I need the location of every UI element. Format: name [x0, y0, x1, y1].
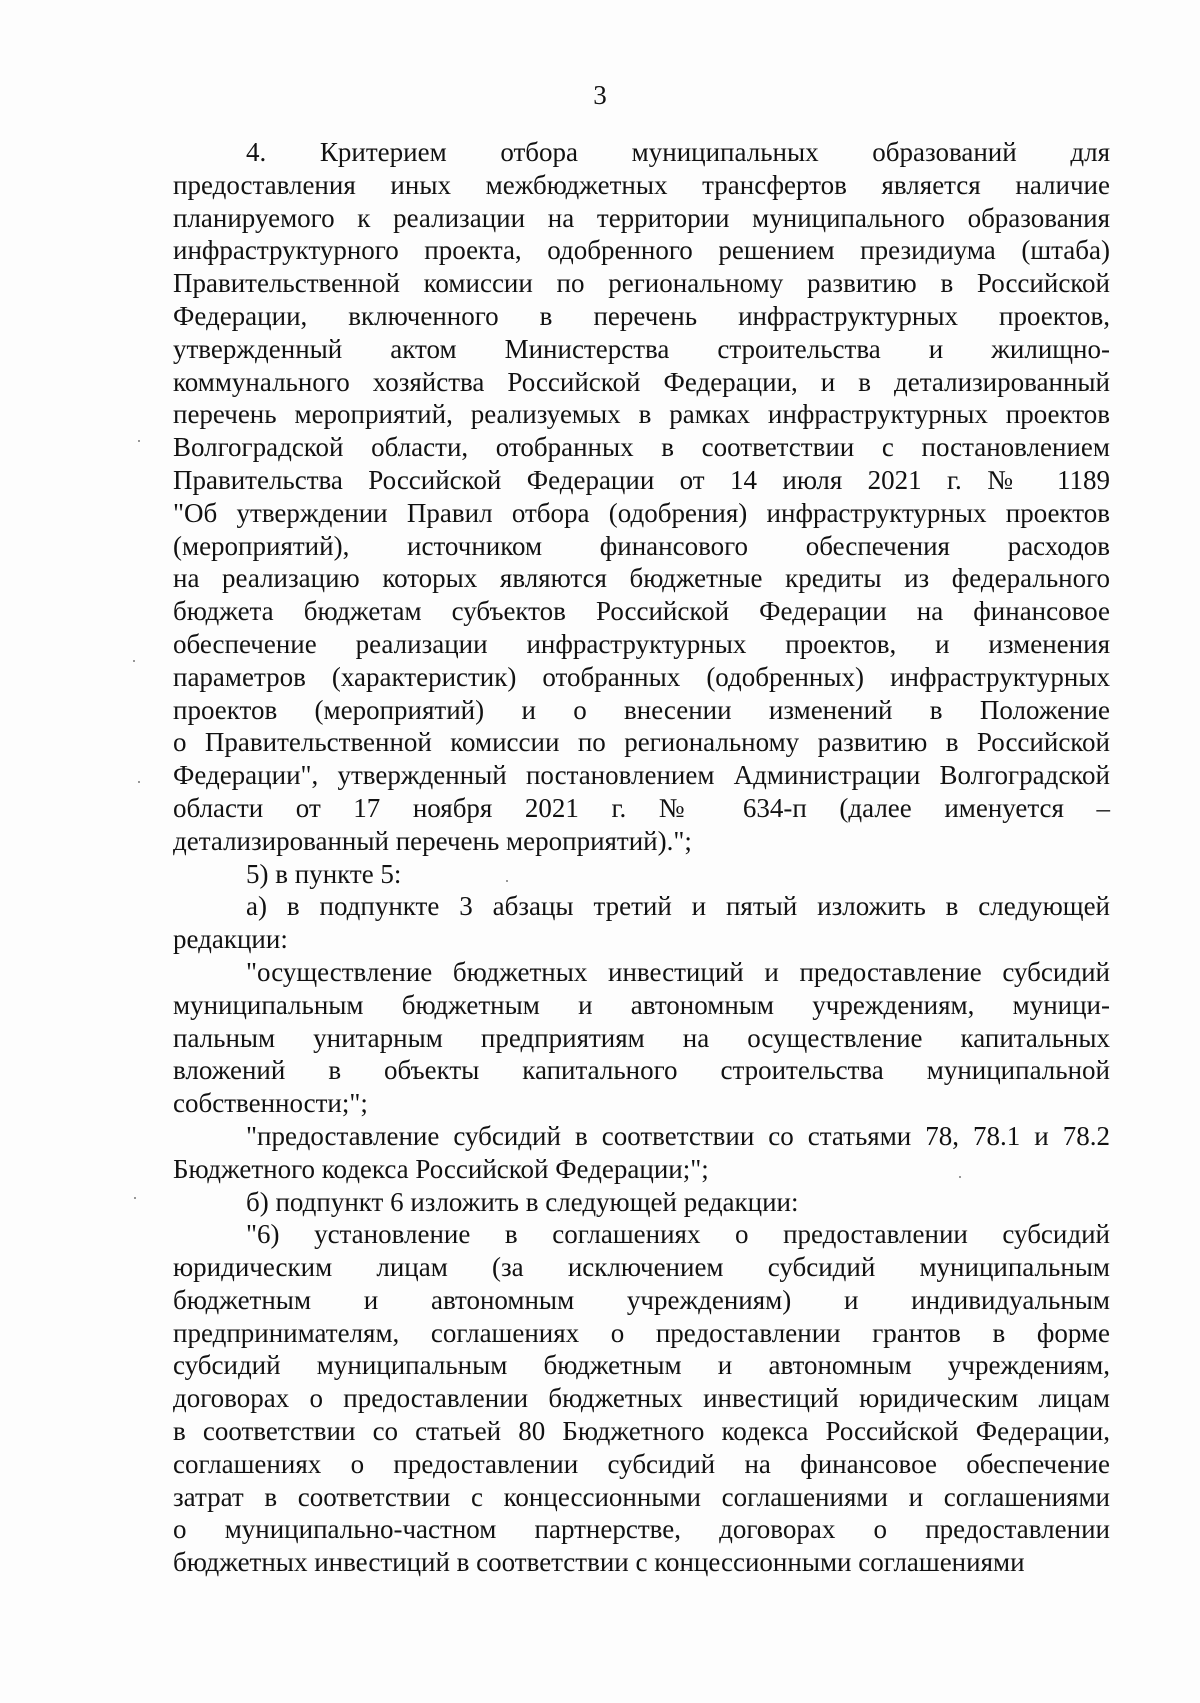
text-line: муниципальным бюджетным и автономным учреждениям, муници- — [173, 989, 1110, 1020]
text-line: собственности;"; — [173, 1088, 368, 1119]
text-line: на реализацию которых являются бюджетные кредиты из федерального — [173, 563, 1110, 594]
text-line: (мероприятий), источником финансового обеспечения расходов — [173, 530, 1110, 561]
scan-speck — [138, 440, 140, 442]
page-number: 3 — [593, 80, 607, 110]
paragraph-pq2 — [173, 1120, 1110, 1186]
text-line: детализированный перечень мероприятий)."; — [173, 825, 692, 856]
text-line: коммунального хозяйства Российской Федерации, и в детализированный — [173, 366, 1110, 397]
text-line: 4. Критерием отбора муниципальных образований для — [246, 137, 1110, 167]
text-line: 5) в пункте 5: — [246, 858, 402, 889]
text-line: "Об утверждении Правил отбора (одобрения) инфраструктурных проектов — [173, 497, 1110, 528]
text-line: проектов (мероприятий) и о внесении изменений в Положение — [173, 694, 1110, 725]
text-line: Волгоградской области, отобранных в соответствии с постановлением — [173, 432, 1110, 463]
text-line: вложений в объекты капитального строительства муниципальной — [173, 1055, 1110, 1086]
scan-speck — [506, 880, 508, 882]
text-line: а) в подпункте 3 абзацы третий и пятый изложить в следующей — [246, 891, 1110, 922]
text-line: "предоставление субсидий в соответствии со статьями 78, 78.1 и 78.2 — [246, 1120, 1110, 1151]
paragraph-pa — [173, 890, 1110, 956]
text-line: соглашениях о предоставлении субсидий на финансовое обеспечение — [173, 1448, 1110, 1479]
text-line: б) подпункт 6 изложить в следующей редакции: — [246, 1186, 799, 1217]
text-line: субсидий муниципальным бюджетным и автономным учреждениям, — [173, 1350, 1110, 1381]
text-line: в соответствии со статьей 80 Бюджетного кодекса Российской Федерации, — [173, 1416, 1110, 1447]
scan-speck — [959, 1176, 961, 1178]
text-line: "осуществление бюджетных инвестиций и предоставление субсидий — [246, 956, 1110, 987]
text-line: Правительственной комиссии по региональному развитию в Российской — [173, 268, 1110, 299]
text-line: Федерации, включенного в перечень инфраструктурных проектов, — [173, 300, 1110, 331]
paragraph-p4 — [173, 136, 1110, 858]
paragraph-p5 — [173, 858, 1110, 891]
text-line: бюджетных инвестиций в соответствии с концессионными соглашениями — [173, 1547, 1025, 1578]
document-body — [173, 136, 1110, 1579]
scan-speck — [134, 1197, 136, 1199]
scan-speck — [138, 781, 140, 783]
text-line: Федерации", утвержденный постановлением Администрации Волгоградской — [173, 760, 1110, 791]
text-line: перечень мероприятий, реализуемых в рамках инфраструктурных проектов — [173, 399, 1110, 430]
text-line: договорах о предоставлении бюджетных инвестиций юридическим лицам — [173, 1383, 1110, 1414]
scan-speck — [133, 660, 135, 662]
text-line: юридическим лицам (за исключением субсидий муниципальным — [173, 1252, 1110, 1283]
text-line: бюджета бюджетам субъектов Российской Федерации на финансовое — [173, 596, 1110, 627]
text-line: о муниципально-частном партнерстве, договорах о предоставлении — [173, 1514, 1110, 1545]
text-line: затрат в соответствии с концессионными соглашениями и соглашениями — [173, 1481, 1110, 1512]
text-line: планируемого к реализации на территории муниципального образования — [173, 202, 1110, 233]
text-line: "6) установление в соглашениях о предоставлении субсидий — [246, 1219, 1110, 1250]
text-line: Правительства Российской Федерации от 14 июля 2021 г. № 1189 — [173, 464, 1110, 495]
text-line: бюджетным и автономным учреждениям) и индивидуальным — [173, 1284, 1110, 1315]
text-line: области от 17 ноября 2021 г. № 634-п (далее именуется – — [173, 792, 1110, 823]
text-line: предпринимателям, соглашениях о предоставлении грантов в форме — [173, 1317, 1110, 1348]
text-line: о Правительственной комиссии по региональному развитию в Российской — [173, 727, 1110, 758]
text-line: параметров (характеристик) отобранных (одобренных) инфраструктурных — [173, 661, 1110, 692]
text-line: предоставления иных межбюджетных трансфертов является наличие — [173, 169, 1110, 200]
paragraph-pq1 — [173, 956, 1110, 1120]
paragraph-p6 — [173, 1218, 1110, 1579]
text-line: пальным унитарным предприятиям на осуществление капитальных — [173, 1022, 1110, 1053]
text-line: Бюджетного кодекса Российской Федерации;"; — [173, 1153, 709, 1184]
text-line: обеспечение реализации инфраструктурных проектов, и изменения — [173, 628, 1110, 659]
text-line: инфраструктурного проекта, одобренного решением президиума (штаба) — [173, 235, 1110, 266]
text-line: утвержденный актом Министерства строительства и жилищно- — [173, 333, 1110, 364]
paragraph-pb — [173, 1186, 1110, 1219]
text-line: редакции: — [173, 924, 288, 955]
